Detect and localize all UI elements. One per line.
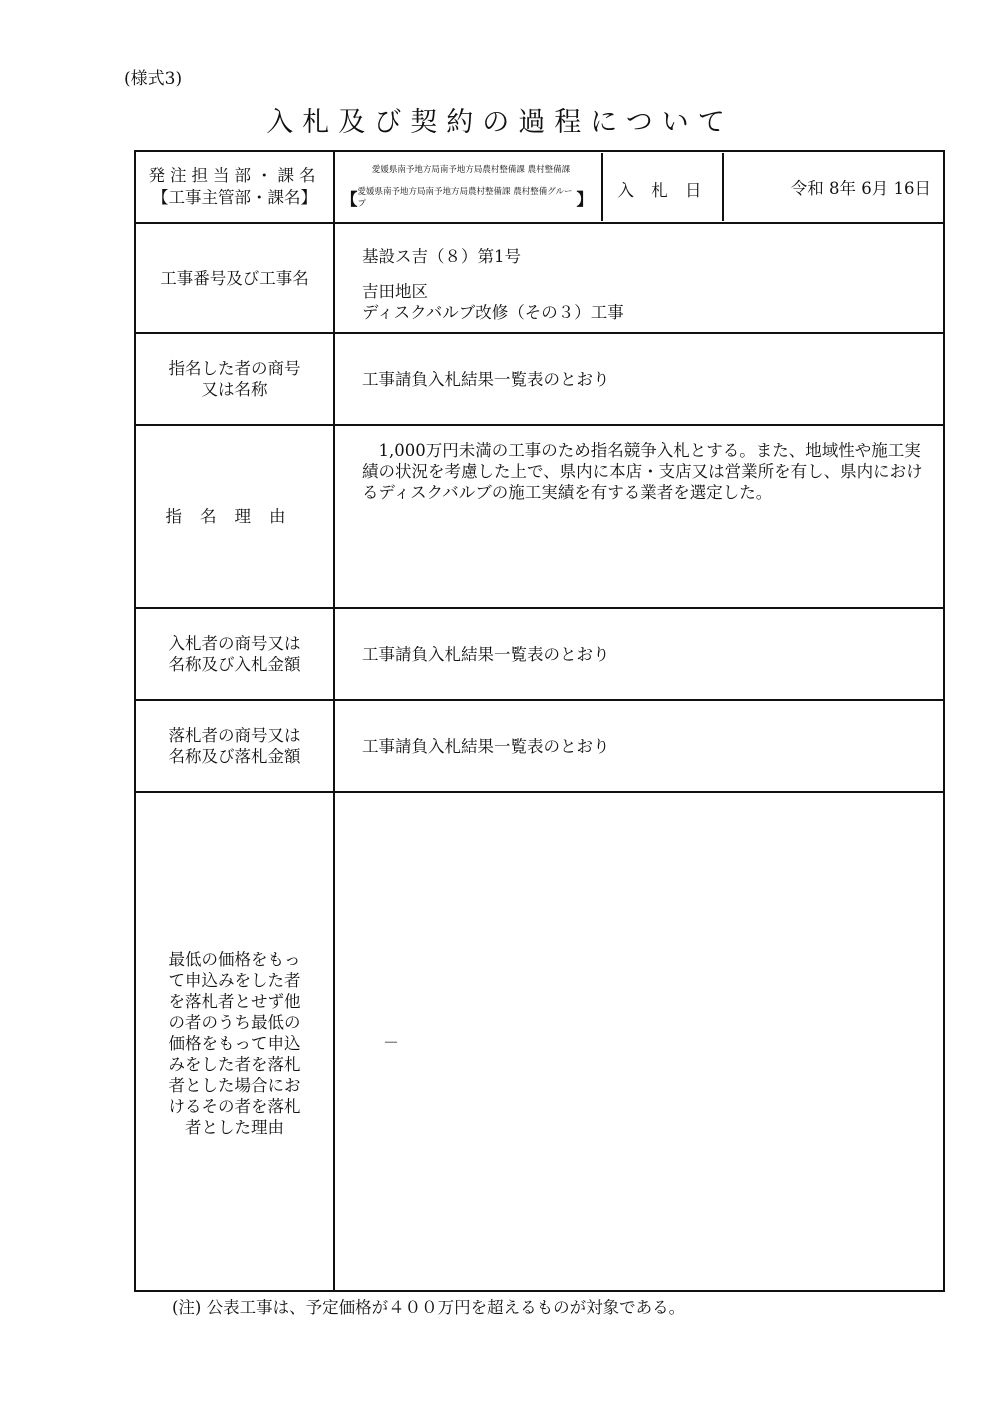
project-number: 基設ス吉（８）第1号: [362, 247, 521, 266]
exception-label-line: て申込みをした者: [168, 971, 301, 990]
bidders-label-cell: [135, 608, 334, 700]
department-name: 愛媛県南予地方局南予地方局農村整備課 農村整備課: [371, 165, 571, 175]
department-row: [135, 151, 944, 223]
form-number-label: (様式3): [124, 69, 183, 89]
project-name: ディスクバルブ改修（その３）工事: [362, 303, 624, 322]
nomination-reason-text: 1,000万円未満の工事のため指名競争入札とする。また、地域性や施工実績の状況を考慮した上で、県内に本店・支店又は営業所を有し、県内におけるディスクバルブの施工実績を有する業者を選定した。: [362, 441, 923, 502]
exception-label-line: 価格をもって申込: [168, 1034, 301, 1053]
bidders-row: [135, 608, 944, 700]
winner-label-cell: [135, 700, 334, 792]
bidders-value: 工事請負入札結果一覧表のとおり: [334, 608, 944, 700]
winner-label-line1: 落札者の商号又は: [168, 726, 301, 745]
bid-date-label: 入 札 日: [602, 153, 723, 221]
procurement-table: [134, 150, 945, 1292]
winner-value: 工事請負入札結果一覧表のとおり: [334, 700, 944, 792]
bidders-label-line1: 入札者の商号又は: [168, 634, 301, 653]
bracket-open: 【: [341, 190, 358, 209]
nominees-label-line2: 又は名称: [201, 380, 268, 399]
nominees-label-cell: [135, 333, 334, 425]
nominees-label-line1: 指名した者の商号: [168, 359, 301, 378]
document-title: 入札及び契約の過程について: [266, 107, 734, 138]
nomination-reason-cell: [334, 425, 944, 608]
bidders-label-line2: 名称及び入札金額: [168, 655, 301, 674]
nomination-reason-label-cell: [135, 425, 334, 608]
exception-reason-row: [135, 792, 944, 1291]
winner-label-line2: 名称及び落札金額: [168, 747, 301, 766]
project-label: 工事番号及び工事名: [135, 223, 334, 333]
footnote: (注) 公表工事は、予定価格が４００万円を超えるものが対象である。: [172, 1298, 686, 1317]
exception-label-line: 者とした場合にお: [168, 1076, 301, 1095]
winner-row: [135, 700, 944, 792]
exception-label-line: の者のうち最低の: [168, 1013, 301, 1032]
nominees-value: 工事請負入札結果一覧表のとおり: [334, 333, 944, 425]
managing-department-name: 愛媛県南予地方局南予地方局農村整備課 農村整備グループ: [357, 187, 573, 209]
ordering-department-label: 発注担当部・課名: [148, 166, 321, 185]
bid-date-value: 令和 8年 6月 16日: [723, 153, 945, 221]
project-value-cell: [334, 223, 944, 333]
exception-label-line: けるその者を落札: [168, 1097, 301, 1116]
exception-label-line: を落札者とせず他: [168, 992, 301, 1011]
exception-label-line: 者とした理由: [185, 1118, 284, 1137]
bracket-close: 】: [576, 190, 593, 209]
exception-reason-label-cell: [135, 792, 334, 1291]
managing-department-label: 【工事主管部・課名】: [152, 188, 317, 207]
project-row: [135, 223, 944, 333]
nominees-row: [135, 333, 944, 425]
department-value-cell: [334, 151, 944, 223]
exception-label-line: みをした者を落札: [168, 1055, 301, 1074]
nomination-reason-row: [135, 425, 944, 608]
nomination-reason-label: 指名理由: [165, 507, 304, 526]
exception-label-line: 最低の価格をもっ: [168, 950, 301, 969]
project-area: 吉田地区: [362, 282, 428, 301]
exception-reason-value: －: [334, 792, 944, 1291]
department-label-cell: [135, 151, 334, 223]
